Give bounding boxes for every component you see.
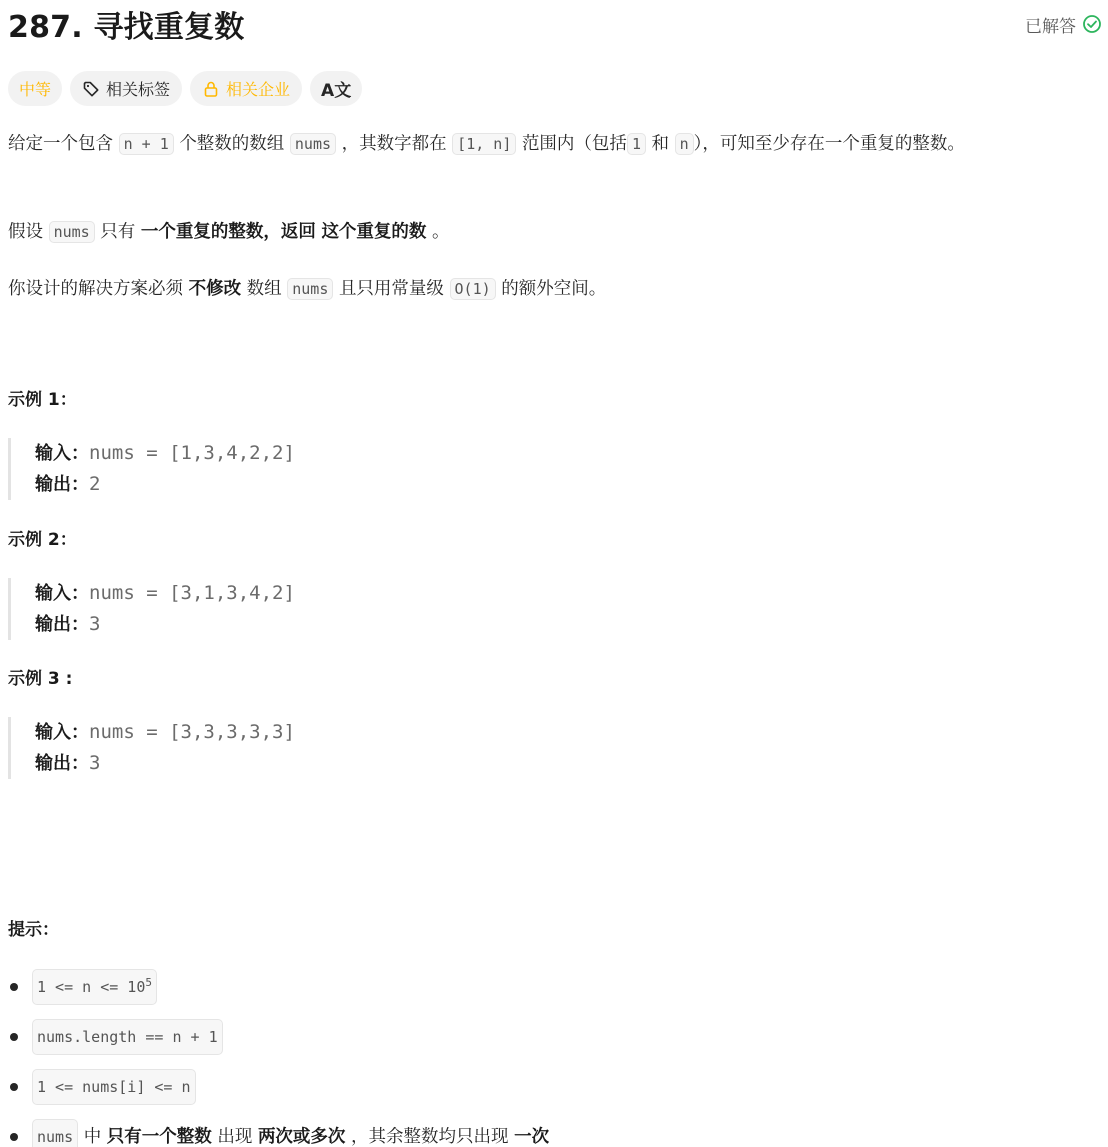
inline-code: nums.length == n + 1 — [32, 1019, 223, 1055]
example-2-title: 示例 2： — [8, 530, 77, 550]
check-circle-icon — [1082, 14, 1102, 34]
example-3-block: 输入：nums = [3,3,3,3,3] 输出：3 — [8, 717, 295, 779]
example-2-input: nums = [3,1,3,4,2] — [89, 582, 295, 604]
example-1-input: nums = [1,3,4,2,2] — [89, 442, 295, 464]
constraint-item — [8, 962, 549, 1012]
inline-code: n + 1 — [119, 133, 174, 155]
title-row — [8, 4, 1104, 44]
solved-label: 已解答 — [1025, 16, 1076, 37]
constraints-list — [8, 962, 549, 1147]
difficulty-badge: 中等 — [8, 71, 62, 106]
related-companies-button[interactable] — [190, 71, 302, 106]
translate-button[interactable] — [310, 71, 362, 106]
example-1-block: 输入：nums = [1,3,4,2,2] 输出：2 — [8, 438, 295, 500]
constraint-item: nums 中 只有一个整数 出现 两次或多次 ，其余整数均只出现 一次 — [8, 1112, 549, 1147]
constraints-title: 提示： — [8, 920, 59, 940]
inline-code: n — [675, 133, 694, 155]
tag-icon — [82, 80, 100, 98]
constraint-item — [8, 1012, 549, 1062]
example-2-block: 输入：nums = [3,1,3,4,2] 输出：3 — [8, 578, 295, 640]
related-tags-button[interactable] — [70, 71, 182, 106]
inline-code: nums — [49, 221, 95, 243]
lock-icon — [202, 80, 220, 98]
solved-status — [1025, 12, 1102, 37]
inline-code: 1 — [627, 133, 646, 155]
example-3-input: nums = [3,3,3,3,3] — [89, 721, 295, 743]
inline-code: [1, n] — [452, 133, 516, 155]
inline-code: nums — [290, 133, 336, 155]
inline-code: nums — [32, 1119, 78, 1147]
related-companies-label: 相关企业 — [226, 80, 291, 99]
description-paragraph-1: 给定一个包含 n + 1 个整数的数组 nums ，其数字都在 [1, n] 范围内（包括 1 和 n ），可知至少存在一个重复的整数。 — [8, 134, 965, 154]
example-3-title: 示例 3 : — [8, 669, 73, 689]
tag-bar — [8, 71, 362, 106]
problem-title[interactable]: 287. 寻找重复数 — [8, 10, 245, 45]
example-2-output: 3 — [89, 613, 101, 635]
example-1-title: 示例 1： — [8, 390, 77, 410]
constraint-item — [8, 1062, 549, 1112]
example-3-output: 3 — [89, 752, 101, 774]
inline-code: $1 <= n <= 10^5$ — [32, 969, 157, 1005]
related-tags-label: 相关标签 — [106, 80, 171, 99]
translate-icon: A文 — [321, 81, 352, 101]
inline-code: nums — [287, 278, 333, 300]
inline-code: O(1) — [450, 278, 496, 300]
description-paragraph-2: 假设 nums 只有 一个重复的整数，返回 这个重复的数 。 — [8, 222, 450, 242]
inline-code: 1 <= nums[i] <= n — [32, 1069, 196, 1105]
description-paragraph-3: 你设计的解决方案必须 不修改 数组 nums 且只用常量级 O(1) 的额外空间。 — [8, 279, 607, 299]
example-1-output: 2 — [89, 473, 101, 495]
